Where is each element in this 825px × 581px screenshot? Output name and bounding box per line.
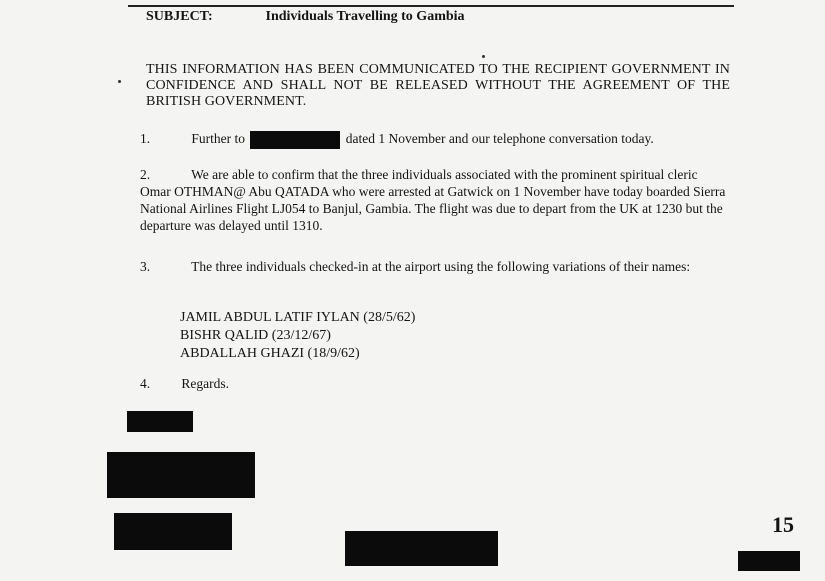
speck: [482, 55, 485, 58]
paragraph-3: [140, 258, 730, 275]
page-number: 15: [772, 512, 794, 537]
subject-text: Individuals Travelling to Gambia: [265, 9, 465, 24]
redaction-block: [345, 531, 498, 566]
paragraph-text-after: dated 1 November and our telephone conversation today.: [345, 131, 654, 146]
paragraph-2: [140, 166, 730, 234]
paragraph-number: 3.: [140, 259, 151, 274]
redaction-block: [114, 513, 232, 550]
name-entry: ABDALLAH GHAZI (18/9/62): [180, 346, 360, 361]
name-entry: BISHR QALID (23/12/67): [180, 328, 331, 343]
paragraph-number: 4.: [140, 376, 151, 391]
confidentiality-caveat: THIS INFORMATION HAS BEEN COMMUNICATED TO THE RECIPIENT GOVERNMENT IN CONFIDENCE AND SHALL NOT BE RELEASED WITHOUT THE AGREEMENT OF THE BRITISH GOVERNMENT.: [146, 62, 730, 109]
redaction-block: [127, 411, 193, 432]
names-list: [180, 309, 415, 363]
redaction-block: [738, 551, 800, 571]
redaction-block: [107, 452, 255, 498]
paragraph-text: We are able to confirm that the three individuals associated with the prominent spiritual cleric Omar OTHMAN@ Abu QATADA who were arrested at Gatwick on 1 November have today boarded Sierra National Airlines Flight LJ054 to Banjul, Gambia. The flight was due to depart from the UK at 1230 but the departure was delayed until 1310.: [140, 167, 726, 233]
paragraph-text-before: Further to: [191, 131, 245, 146]
paragraph-text: The three individuals checked-in at the airport using the following variations of their names:: [191, 259, 691, 274]
name-entry: JAMIL ABDUL LATIF IYLAN (28/5/62): [180, 310, 416, 325]
subject-line: [146, 9, 465, 25]
redaction-bar: [250, 131, 340, 149]
subject-label: SUBJECT:: [146, 9, 213, 24]
top-rule: [128, 5, 734, 7]
paragraph-text: Regards.: [181, 376, 229, 391]
speck: [118, 80, 121, 83]
paragraph-number: 2.: [140, 167, 151, 182]
paragraph-1: [140, 130, 654, 149]
paragraph-number: 1.: [140, 131, 151, 146]
paragraph-4: [140, 375, 229, 392]
